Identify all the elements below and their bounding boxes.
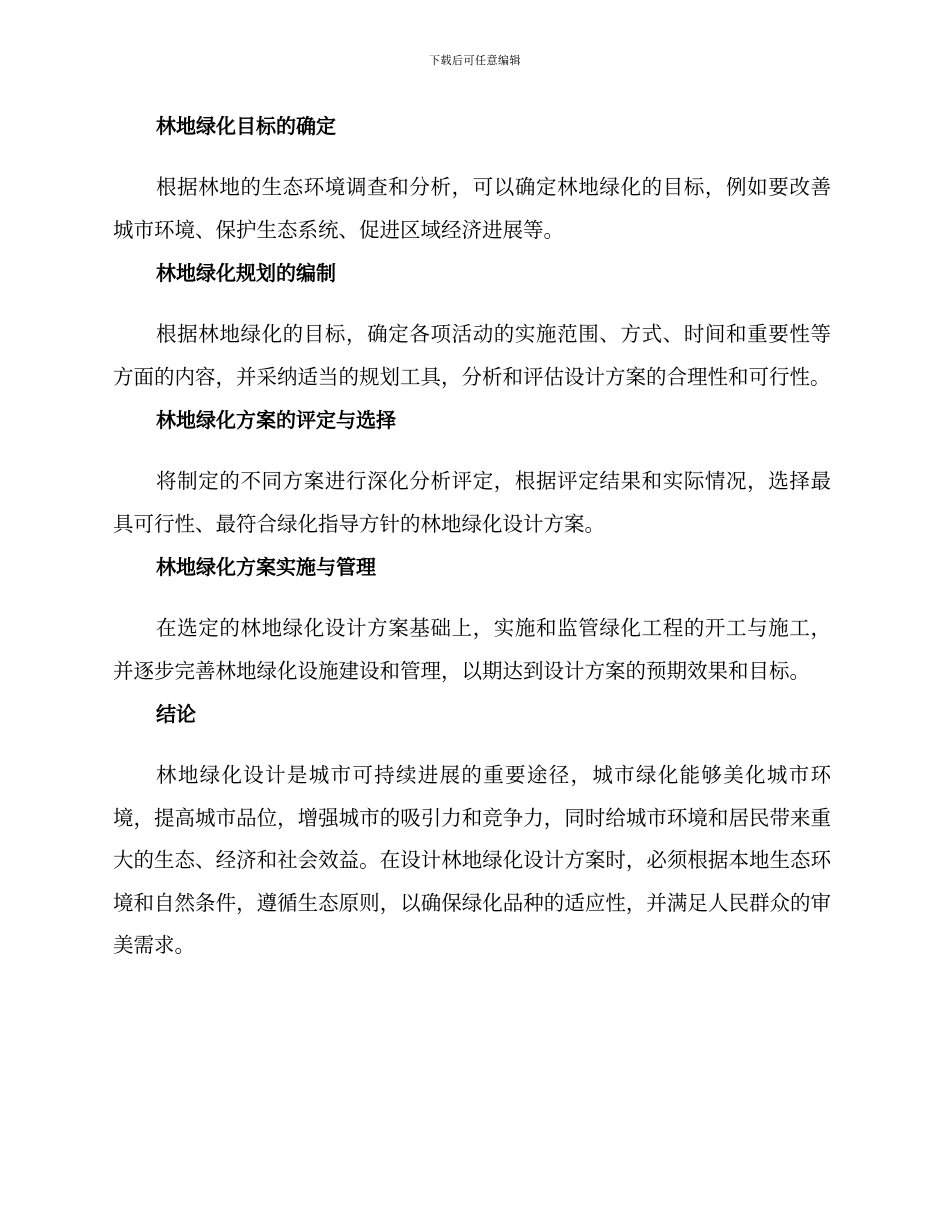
section-heading: 林地绿化方案的评定与选择 bbox=[156, 408, 396, 432]
section-heading: 林地绿化规划的编制 bbox=[156, 261, 336, 285]
section-planning bbox=[113, 259, 831, 398]
section-heading: 结论 bbox=[156, 702, 196, 726]
section-paragraph: 在选定的林地绿化设计方案基础上，实施和监管绿化工程的开工与施工，并逐步完善林地绿化设施建设和管理，以期达到设计方案的预期效果和目标。 bbox=[113, 616, 831, 683]
section-heading: 林地绿化目标的确定 bbox=[156, 114, 336, 138]
section-paragraph: 将制定的不同方案进行深化分析评定，根据评定结果和实际情况，选择最具可行性、最符合绿化指导方针的林地绿化设计方案。 bbox=[113, 469, 831, 536]
section-heading: 林地绿化方案实施与管理 bbox=[156, 555, 376, 579]
page-header-note: 下载后可任意编辑 bbox=[429, 54, 521, 67]
section-goal-determination bbox=[113, 112, 831, 251]
section-paragraph: 根据林地绿化的目标，确定各项活动的实施范围、方式、时间和重要性等方面的内容，并采纳适当的规划工具，分析和评估设计方案的合理性和可行性。 bbox=[113, 322, 831, 389]
section-paragraph: 林地绿化设计是城市可持续进展的重要途径，城市绿化能够美化城市环境，提高城市品位，增强城市的吸引力和竞争力，同时给城市环境和居民带来重大的生态、经济和社会效益。在设计林地绿化设计方案时，必须根据本地生态环境和自然条件，遵循生态原则，以确保绿化品种的适应性，并满足人民群众的审美需求。 bbox=[113, 763, 831, 957]
section-paragraph: 根据林地的生态环境调查和分析，可以确定林地绿化的目标，例如要改善城市环境、保护生态系统、促进区域经济进展等。 bbox=[113, 175, 831, 242]
section-conclusion bbox=[113, 700, 831, 967]
document-content bbox=[113, 112, 831, 975]
section-evaluation bbox=[113, 406, 831, 545]
section-implementation bbox=[113, 553, 831, 692]
